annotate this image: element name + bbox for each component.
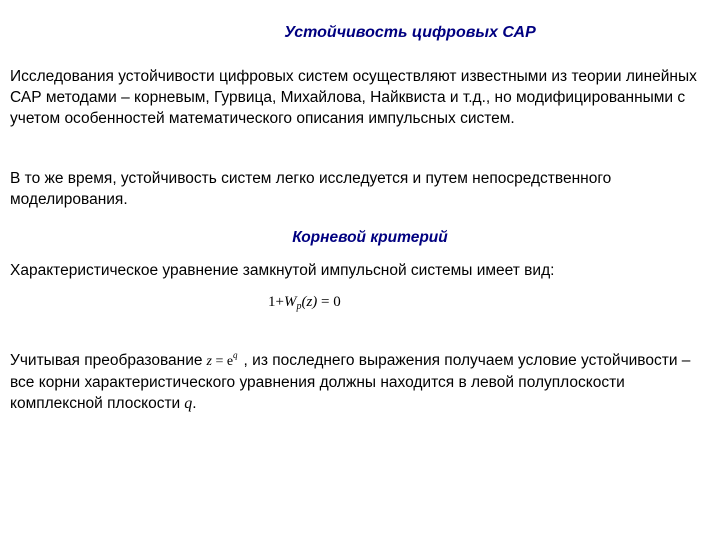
q-variable: q [184,395,193,412]
paragraph-stability-condition [10,345,710,414]
stability-text-before: Учитывая преобразование [10,352,203,369]
z-transform-formula [206,345,237,372]
slide-title: Устойчивость цифровых САР [284,24,536,41]
formula-lhs: 1+ [268,294,284,310]
paragraph-intro: Исследования устойчивости цифровых систем осуществляют известными из теории линейных САР методами – корневым, Гурвица, Михайлова, Найквиста и т.д., но модифицированными с учетом особенностей математического описания импульсных систем. [10,68,697,127]
z-transform-var: z [206,354,212,369]
z-transform-exp: q [233,350,238,360]
stability-text-after: , из последнего выражения получаем условие устойчивости – все корни характеристического уравнения должны находится в левой полуплоскости комплексной плоскости [10,352,691,412]
section-title-root-criterion: Корневой критерий [292,229,448,246]
formula-sub: p [296,301,302,312]
stability-text-end: . [192,395,197,412]
formula-rhs: = 0 [317,294,341,310]
characteristic-equation-formula [268,292,341,317]
paragraph-modeling: В то же время, устойчивость систем легко исследуется и путем непосредственного моделирования. [10,170,612,208]
paragraph-characteristic-equation: Характеристическое уравнение замкнутой импульсной системы имеет вид: [10,262,555,279]
formula-func: W [283,294,297,310]
formula-arg: (z) [301,294,318,310]
z-transform-eq: = e [211,354,234,369]
